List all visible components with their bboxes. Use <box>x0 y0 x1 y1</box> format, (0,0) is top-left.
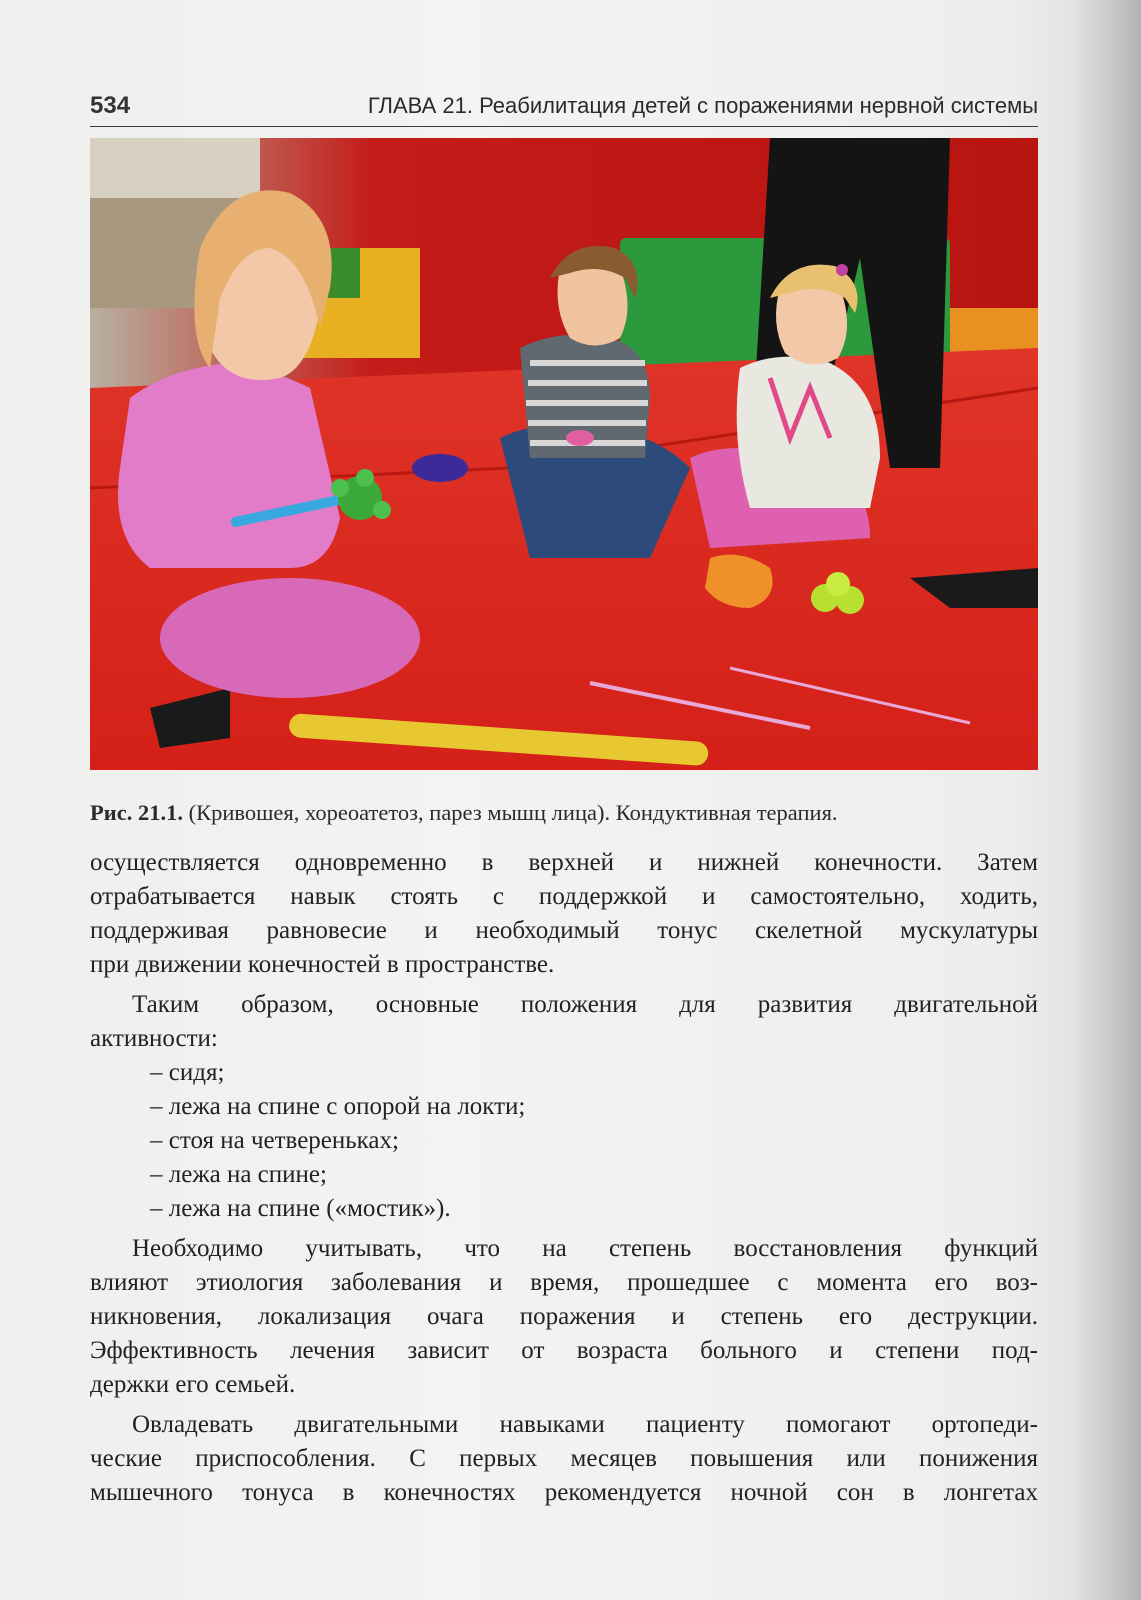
page-number: 534 <box>90 92 131 119</box>
list-item: – лежа на спине («мостик»). <box>150 1195 451 1222</box>
text-line: никновения, локализация очага поражения и степень его деструкции. <box>90 1303 1038 1330</box>
text-line: Необходимо учитывать, что на степень восстановления функций <box>132 1235 1038 1262</box>
text-line: мышечного тонуса в конечностях рекомендуется ночной сон в лонгетах <box>90 1479 1038 1506</box>
window <box>90 138 260 198</box>
text-line: активности: <box>90 1025 218 1052</box>
caption-text: (Кривошея, хореоатетоз, парез мышц лица). Кондуктивная терапия. <box>182 800 838 825</box>
figure-photo <box>90 138 1038 770</box>
page-gutter-shadow <box>1071 0 1141 1600</box>
list-item: – сидя; <box>150 1059 225 1086</box>
running-head: ГЛАВА 21. Реабилитация детей с поражениями нервной системы <box>367 93 1038 118</box>
positions-list <box>90 1056 1038 1226</box>
text-line: влияют этиология заболевания и время, прошедшее с момента его воз- <box>90 1269 1038 1296</box>
paragraph-3 <box>90 1232 1038 1402</box>
list-item: – лежа на спине с опорой на локти; <box>150 1093 526 1120</box>
photo-illustration <box>90 138 1038 770</box>
text-line: Овладевать двигательными навыками пациенту помогают ортопеди- <box>132 1411 1038 1438</box>
text-line: осуществляется одновременно в верхней и нижней конечности. Затем <box>90 849 1038 876</box>
paragraph-2 <box>90 988 1038 1056</box>
text-line: при движении конечностей в пространстве. <box>90 951 555 978</box>
text-line: отрабатывается навык стоять с поддержкой и самостоятельно, ходить, <box>90 883 1038 910</box>
text-line: ческие приспособления. С первых месяцев повышения или понижения <box>90 1445 1038 1472</box>
text-line: держки его семьей. <box>90 1371 296 1398</box>
text-line: Эффективность лечения зависит от возраста больного и степени под- <box>90 1337 1038 1364</box>
text-line: Таким образом, основные положения для развития двигательной <box>132 991 1038 1018</box>
list-item: – стоя на четвереньках; <box>150 1127 399 1154</box>
main-text <box>90 846 1038 1510</box>
paragraph-1 <box>90 846 1038 982</box>
page-header <box>90 92 1038 127</box>
caption-label: Рис. 21.1. <box>90 800 183 825</box>
figure-caption <box>90 800 1038 826</box>
list-item: – лежа на спине; <box>150 1161 327 1188</box>
paragraph-4 <box>90 1408 1038 1510</box>
text-line: поддерживая равновесие и необходимый тонус скелетной мускулатуры <box>90 917 1038 944</box>
